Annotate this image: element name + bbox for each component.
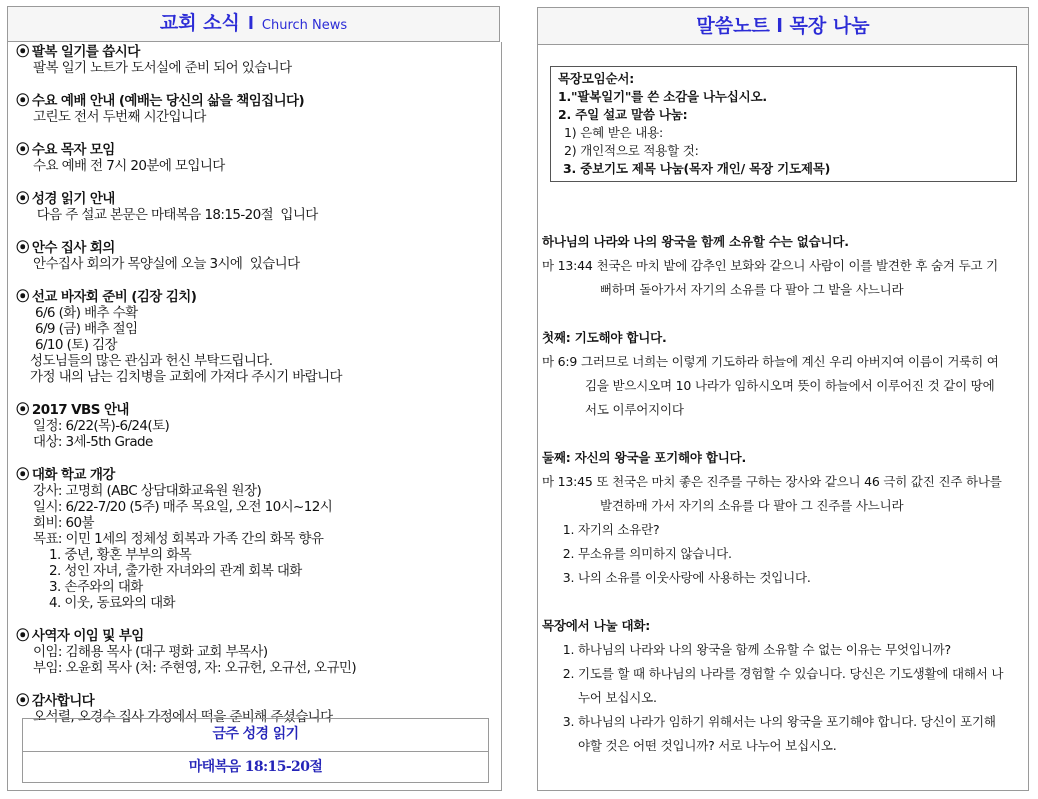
church-news-header xyxy=(7,6,500,42)
news-item-title: 안수 집사 회의 xyxy=(31,240,115,256)
goal-line: 4. 이웃, 동료와의 대화 xyxy=(49,595,175,611)
verse-line: 서도 이루어지이다 xyxy=(585,402,684,417)
church-news-panel xyxy=(7,42,502,791)
news-item xyxy=(16,467,501,611)
news-item-title: 수요 예배 안내 (예배는 당신의 삶을 책임집니다) xyxy=(31,93,305,109)
news-item xyxy=(16,628,501,676)
news-item-text: 강사: 고명희 (ABC 상담대화교육원 원장) xyxy=(33,483,262,499)
verse-line: 마 13:44 천국은 마치 밭에 감추인 보화와 같으니 사람이 이를 발견한 후 숨겨 두고 기 xyxy=(542,258,998,273)
question-text: 야할 것은 어떤 것입니까? 서로 나누어 보십시오. xyxy=(578,738,837,753)
news-item-title: 성경 읽기 안내 xyxy=(31,191,115,207)
news-item xyxy=(16,240,501,272)
news-item-text: 회비: 60불 xyxy=(33,515,94,531)
news-item-text: 일시: 6/22-7/20 (5주) 매주 목요일, 오전 10시~12시 xyxy=(33,499,333,515)
schedule-line: 6/6 (화) 배추 수확 xyxy=(35,305,138,321)
news-item-title: 선교 바자회 준비 (김장 김치) xyxy=(31,289,197,305)
news-item-text: 일정: 6/22(목)-6/24(토) xyxy=(33,418,170,434)
bullet-icon: ⦿ xyxy=(16,142,29,158)
bullet-icon: ⦿ xyxy=(16,628,29,644)
news-item xyxy=(16,142,501,174)
point-list xyxy=(542,518,1026,590)
weekly-reading-label: 금주 성경 읽기 xyxy=(212,726,299,742)
question-text: 기도를 할 때 하나님의 나라를 경험할 수 있습니다. 당신은 기도생활에 대해서 나 xyxy=(578,666,1004,681)
news-item-text: 가정 내의 남는 김치병을 교회에 가져다 주시기 바랍니다 xyxy=(30,369,342,385)
bullet-icon: ⦿ xyxy=(16,693,29,709)
news-item-text: 수요 예배 전 7시 20분에 모입니다 xyxy=(33,158,225,174)
church-news-title: 교회 소식 xyxy=(159,12,240,34)
sermon-main-title: 하나님의 나라와 나의 왕국을 함께 소유할 수는 없습니다. xyxy=(542,234,849,249)
list-item: 1. 자기의 소유란? xyxy=(578,518,1026,542)
news-item-title: 사역자 이임 및 부임 xyxy=(31,628,144,644)
meeting-order-line: 2) 개인적으로 적용할 것: xyxy=(564,143,699,158)
bullet-icon: ⦿ xyxy=(16,93,29,109)
discussion-list xyxy=(542,638,1026,758)
verse-line: 마 6:9 그러므로 너희는 이렇게 기도하라 하늘에 계신 우리 아버지여 이름이 거룩히 여 xyxy=(542,354,999,369)
point-title: 첫째: 기도해야 합니다. xyxy=(542,330,667,345)
news-item-text: 오석렬, 오경수 집사 가정에서 떡을 준비해 주셨습니다 xyxy=(33,709,333,725)
point-title: 둘째: 자신의 왕국을 포기해야 합니다. xyxy=(542,450,747,465)
church-news-subtitle: Church News xyxy=(261,18,348,33)
goal-line: 3. 손주와의 대화 xyxy=(49,579,143,595)
bullet-icon: ⦿ xyxy=(16,240,29,256)
header-separator: l xyxy=(247,14,254,34)
news-item-text: 이임: 김해용 목사 (대구 평화 교회 부목사) xyxy=(33,644,268,660)
news-item-text: 다음 주 설교 본문은 마태복음 18:15-20절 입니다 xyxy=(33,207,318,223)
verse-line: 김을 받으시오며 10 나라가 임하시오며 뜻이 하늘에서 이루어진 것 같이 땅에 xyxy=(585,378,995,393)
news-item-text: 안수집사 회의가 목양실에 오늘 3시에 있습니다 xyxy=(33,256,300,272)
news-item-title: 대화 학교 개강 xyxy=(31,467,115,483)
news-item-text: 목표: 이민 1세의 정체성 회복과 가족 간의 화목 향유 xyxy=(33,531,324,547)
news-item-title: 수요 목자 모임 xyxy=(31,142,115,158)
meeting-order-box xyxy=(550,66,1017,182)
sermon-note-panel xyxy=(537,45,1029,791)
news-item-text: 성도님들의 많은 관심과 헌신 부탁드립니다. xyxy=(30,353,273,369)
question-text: 하나님의 나라와 나의 왕국을 함께 소유할 수 없는 이유는 무엇입니까? xyxy=(578,642,951,657)
news-item xyxy=(16,93,501,125)
bullet-icon: ⦿ xyxy=(16,467,29,483)
meeting-order-line: 2. 주일 설교 말씀 나눔: xyxy=(558,107,688,122)
meeting-order-line: 1."팔복일기"를 쓴 소감을 나누십시오. xyxy=(558,89,767,104)
weekly-reading-passage: 마태복음 18:15-20절 xyxy=(23,751,488,784)
discussion-question xyxy=(578,710,1026,758)
news-item xyxy=(16,289,501,385)
list-item: 2. 무소유를 의미하지 않습니다. xyxy=(578,542,1026,566)
discussion-question xyxy=(578,662,1026,710)
sermon-notes xyxy=(542,230,1026,758)
weekly-reading-table xyxy=(22,718,489,783)
list-item: 3. 나의 소유를 이웃사랑에 사용하는 것입니다. xyxy=(578,566,1026,590)
news-item-text: 고린도 전서 두번째 시간입니다 xyxy=(33,109,206,125)
question-text: 누어 보십시오. xyxy=(578,690,657,705)
bullet-icon: ⦿ xyxy=(16,191,29,207)
verse-line: 뻐하며 돌아가서 자기의 소유를 다 팔아 그 밭을 사느니라 xyxy=(600,282,904,297)
news-item xyxy=(16,44,501,76)
discussion-title: 목장에서 나눌 대화: xyxy=(542,618,651,633)
discussion-question xyxy=(578,638,1026,662)
goal-line: 2. 성인 자녀, 출가한 자녀와의 관계 회복 대화 xyxy=(49,563,302,579)
bullet-icon: ⦿ xyxy=(16,402,29,418)
question-text: 하나님의 나라가 임하기 위해서는 나의 왕국을 포기해야 합니다. 당신이 포기해 xyxy=(578,714,996,729)
news-item-title: 팔복 일기를 씁시다 xyxy=(31,44,140,60)
news-item xyxy=(16,191,501,223)
meeting-order-line: 3. 중보기도 제목 나눔(목자 개인/ 목장 기도제목) xyxy=(563,161,831,176)
sermon-note-header: 말씀노트 l 목장 나눔 xyxy=(537,7,1029,45)
verse-line: 마 13:45 또 천국은 마치 좋은 진주를 구하는 장사와 같으니 46 극히 값진 진주 하나를 xyxy=(542,474,1002,489)
bullet-icon: ⦿ xyxy=(16,44,29,60)
news-item-text: 대상: 3세-5th Grade xyxy=(33,434,153,450)
verse-line: 발견하매 가서 자기의 소유를 다 팔아 그 진주를 사느니라 xyxy=(600,498,904,513)
news-item-title: 2017 VBS 안내 xyxy=(31,402,129,418)
news-item-text: 팔복 일기 노트가 도서실에 준비 되어 있습니다 xyxy=(33,60,292,76)
schedule-line: 6/9 (금) 배추 절임 xyxy=(35,321,138,337)
news-item-title: 감사합니다 xyxy=(31,693,95,709)
bullet-icon: ⦿ xyxy=(16,289,29,305)
goal-line: 1. 중년, 황혼 부부의 화목 xyxy=(49,547,192,563)
news-item-text: 부임: 오윤회 목사 (처: 주현영, 자: 오규헌, 오규선, 오규민) xyxy=(33,660,357,676)
meeting-order-title: 목장모임순서: xyxy=(558,71,635,86)
meeting-order-line: 1) 은혜 받은 내용: xyxy=(564,125,664,140)
schedule-line: 6/10 (토) 김장 xyxy=(35,337,117,353)
news-item xyxy=(16,402,501,450)
